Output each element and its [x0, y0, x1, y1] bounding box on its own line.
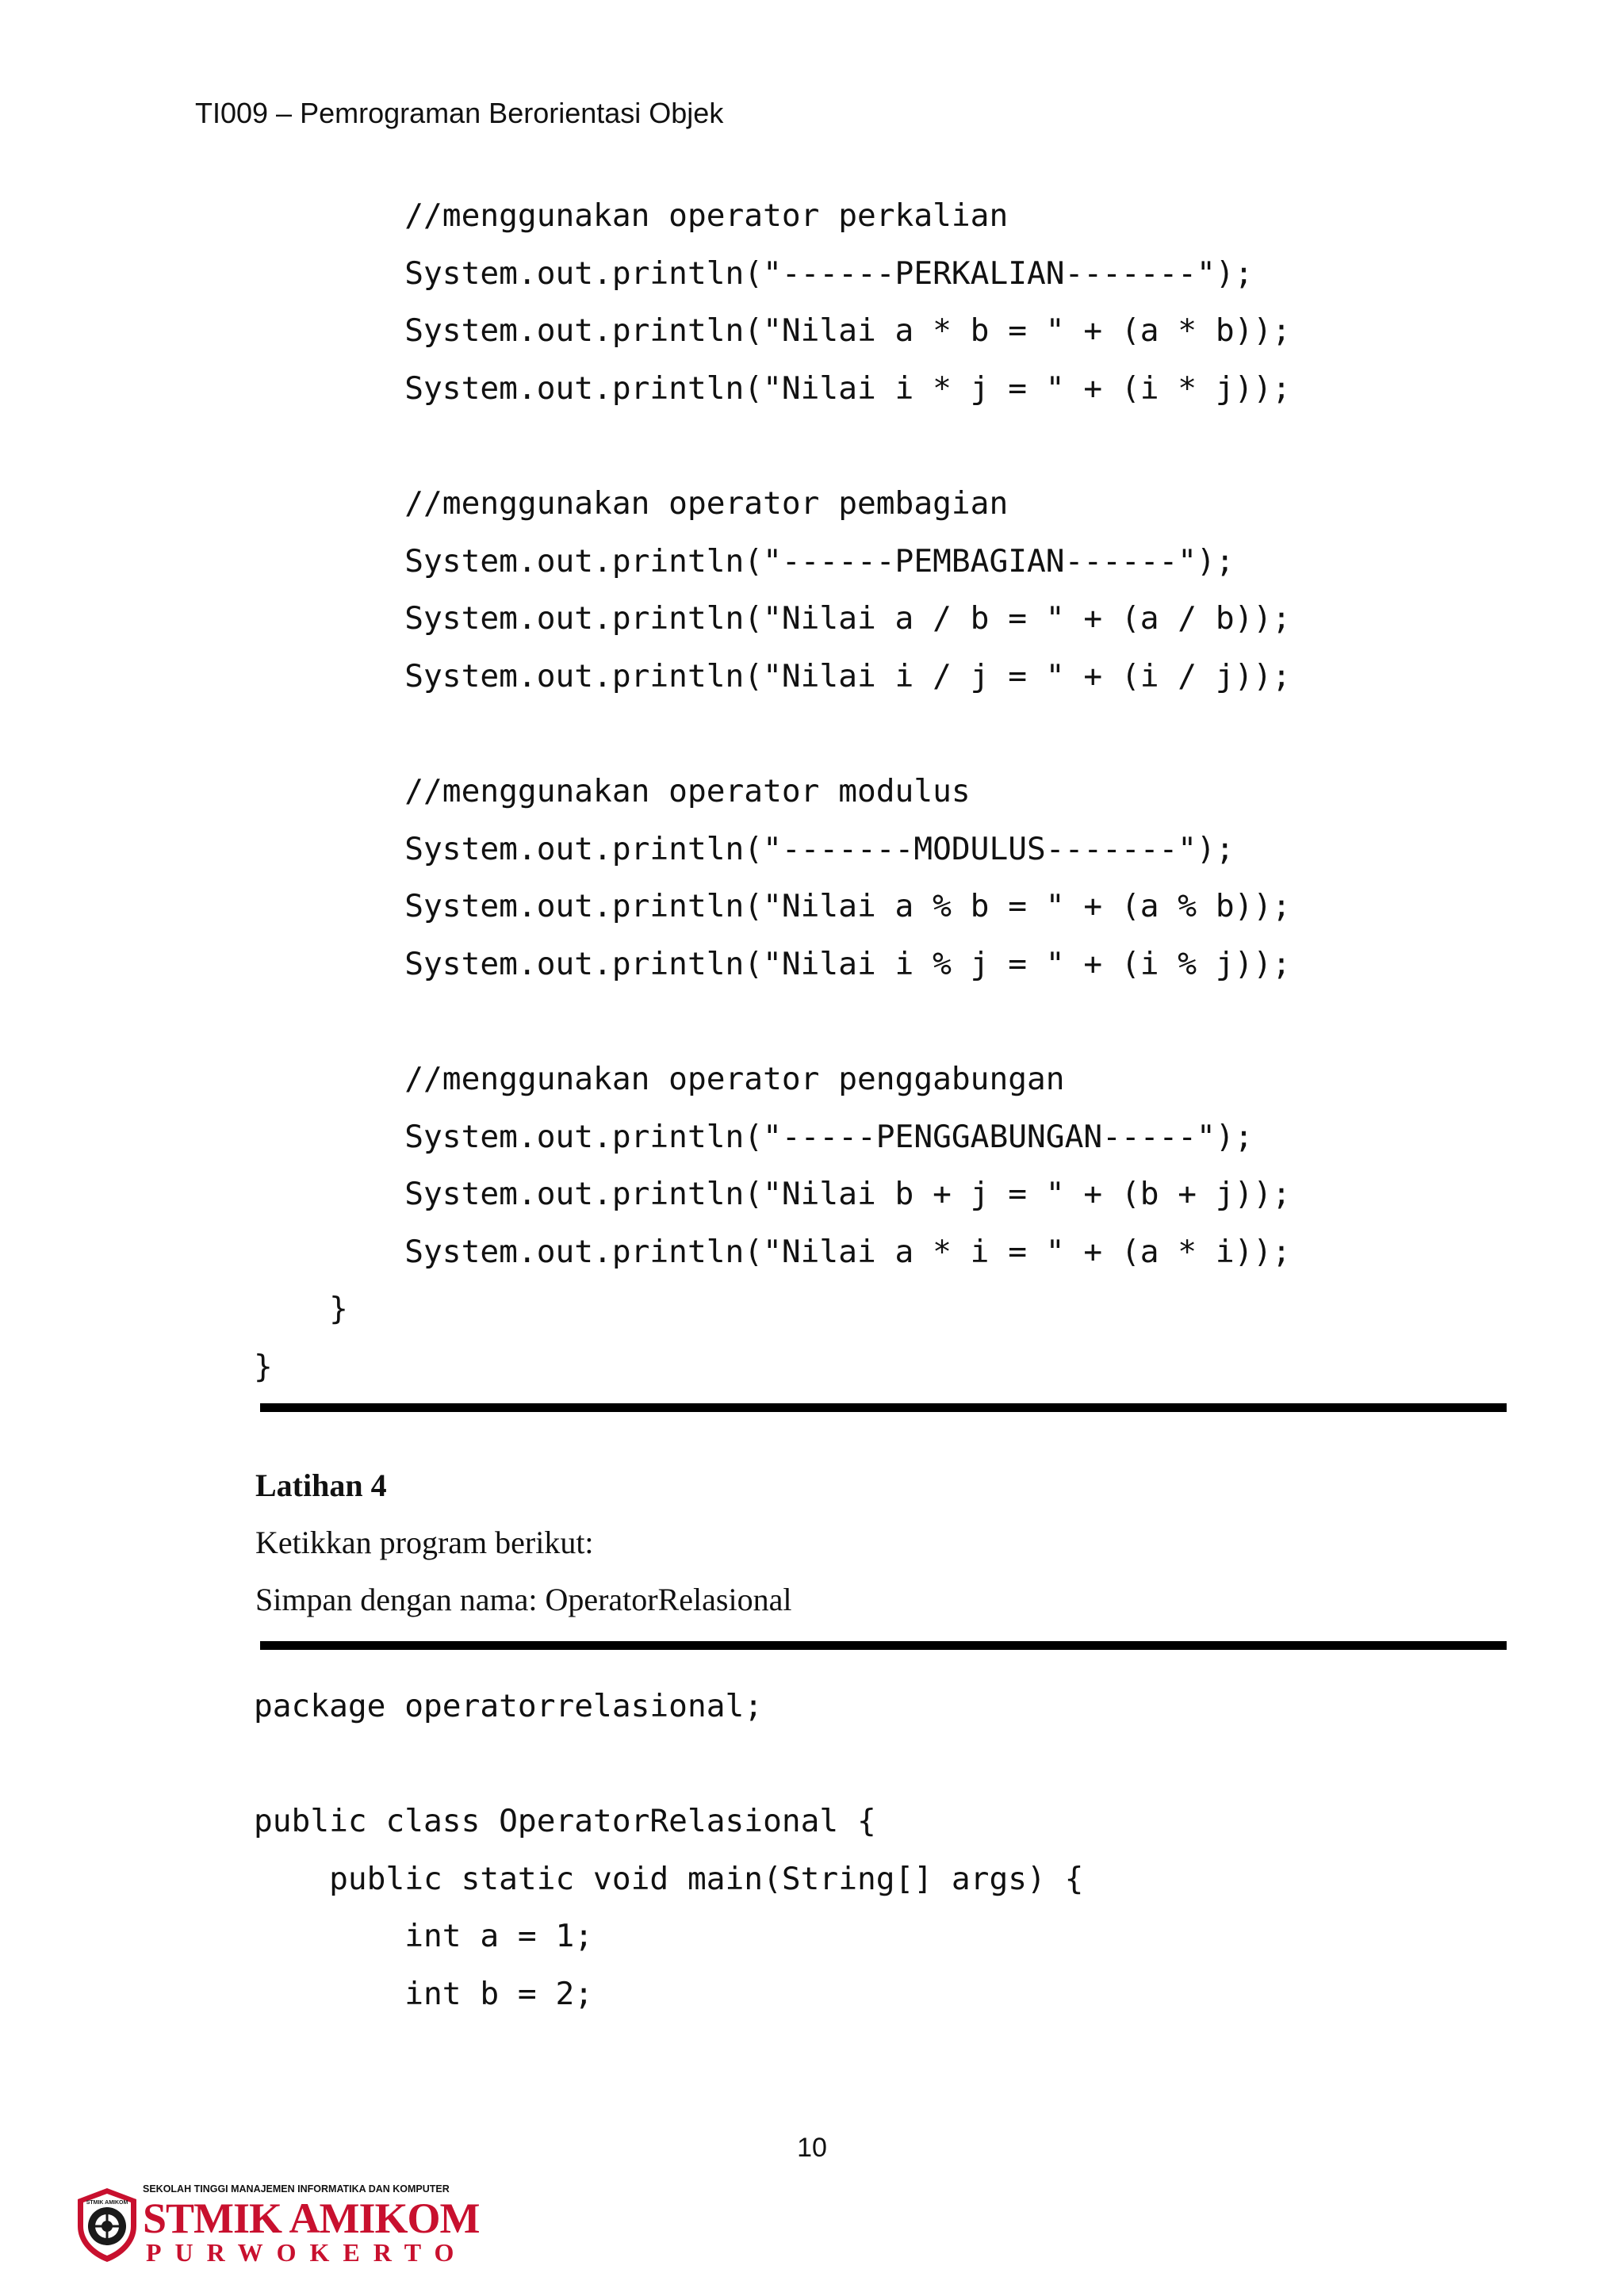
- institution-logo: [73, 2182, 480, 2269]
- code-line: }: [254, 1291, 348, 1328]
- code-block-continuation: [254, 187, 1291, 1395]
- code-line: System.out.println("------PERKALIAN-------");: [254, 254, 1254, 292]
- code-line: [254, 1735, 1083, 1793]
- code-line: int a = 1;: [254, 1918, 594, 1955]
- code-line: System.out.println("Nilai i / j = " + (i / j));: [254, 657, 1291, 695]
- code-line: package operatorrelasional;: [254, 1688, 764, 1724]
- code-line: [254, 417, 1291, 475]
- logo-tagline: SEKOLAH TINGGI MANAJEMEN INFORMATIKA DAN KOMPUTER: [143, 2183, 450, 2195]
- code-line: public static void main(String[] args) {: [254, 1860, 1084, 1897]
- page-header: TI009 – Pemrograman Berorientasi Objek: [195, 97, 724, 129]
- code-line: System.out.println("Nilai a % b = " + (a % b));: [254, 888, 1291, 925]
- code-line: }: [254, 1348, 273, 1385]
- code-line: [254, 993, 1291, 1050]
- exercise-section: [255, 1457, 791, 1628]
- code-line: int b = 2;: [254, 1975, 594, 2012]
- code-line: //menggunakan operator perkalian: [254, 197, 1009, 234]
- code-line: System.out.println("Nilai a * b = " + (a * b));: [254, 312, 1291, 350]
- code-line: System.out.println("Nilai i * j = " + (i * j));: [254, 369, 1291, 407]
- code-line: System.out.println("Nilai b + j = " + (b + j));: [254, 1176, 1291, 1213]
- code-line: public class OperatorRelasional {: [254, 1803, 876, 1840]
- exercise-instruction: Ketikkan program berikut:: [255, 1525, 594, 1560]
- code-line: System.out.println("Nilai a / b = " + (a / b));: [254, 600, 1291, 637]
- horizontal-rule: [260, 1641, 1507, 1650]
- code-line: System.out.println("Nilai i % j = " + (i % j));: [254, 945, 1291, 982]
- page-number: 10: [797, 2133, 827, 2163]
- exercise-save-as: Simpan dengan nama: OperatorRelasional: [255, 1582, 792, 1617]
- seal-icon: [73, 2185, 141, 2264]
- code-line: //menggunakan operator pembagian: [254, 484, 1009, 522]
- code-line: //menggunakan operator penggabungan: [254, 1060, 1065, 1097]
- code-line: [254, 705, 1291, 763]
- code-line: System.out.println("Nilai a * i = " + (a * i));: [254, 1233, 1291, 1270]
- code-line: System.out.println("-----PENGGABUNGAN-----");: [254, 1118, 1254, 1155]
- code-line: System.out.println("------PEMBAGIAN------");: [254, 542, 1235, 580]
- seal-text: STMIK AMIKOM: [86, 2200, 128, 2206]
- code-line: //menggunakan operator modulus: [254, 772, 971, 809]
- logo-name: STMIK AMIKOM: [143, 2195, 480, 2242]
- exercise-title: Latihan 4: [255, 1468, 387, 1503]
- code-line: System.out.println("-------MODULUS-------");: [254, 830, 1235, 867]
- code-block-operator-relasional: [254, 1678, 1083, 2023]
- logo-city: PURWOKERTO: [146, 2238, 468, 2267]
- horizontal-rule: [260, 1403, 1507, 1412]
